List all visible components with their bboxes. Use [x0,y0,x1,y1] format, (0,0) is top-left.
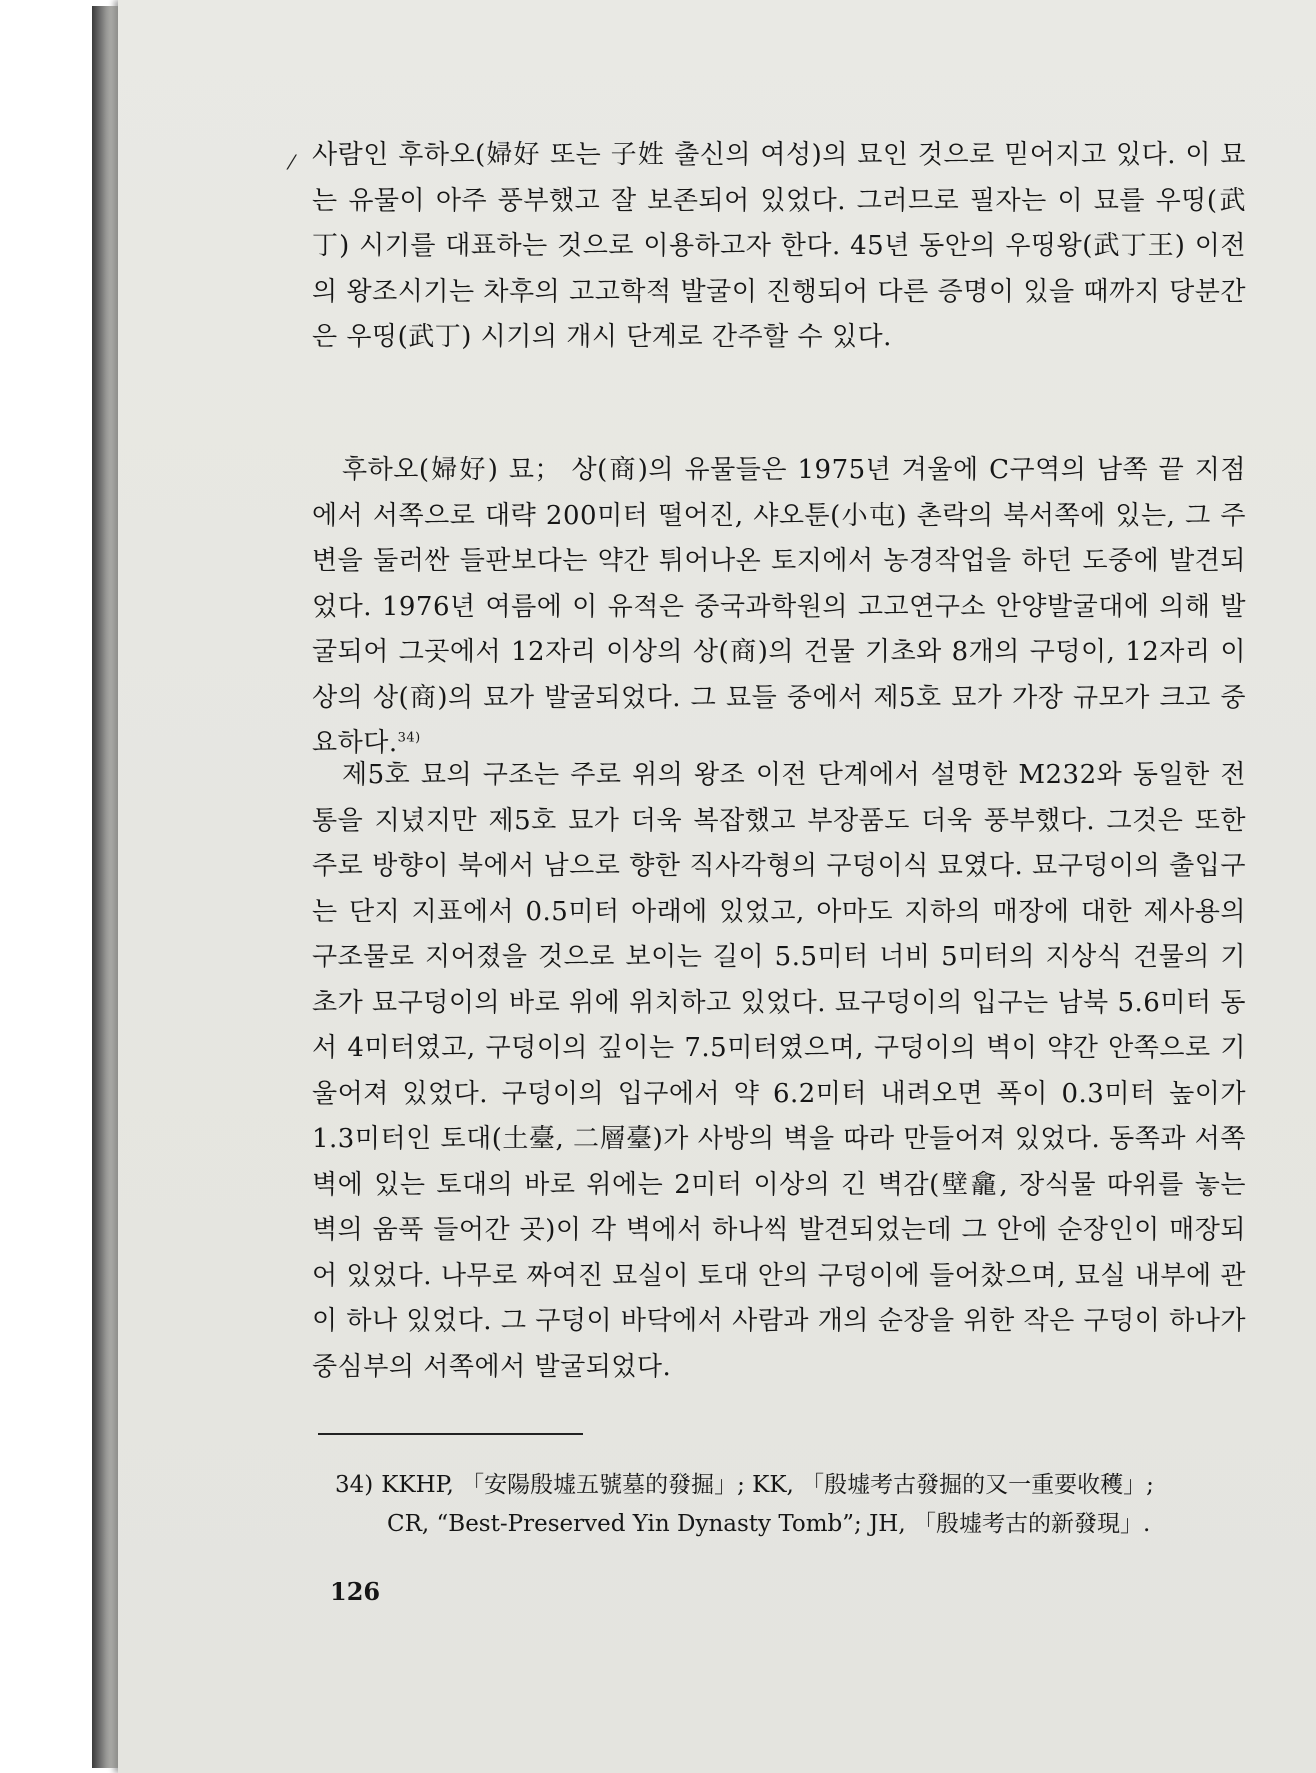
footnote-line-1: KKHP, 「安陽殷墟五號墓的發掘」; KK, 「殷墟考古發掘的又一重要收穫」; [381,1472,1154,1498]
footnote [335,1466,1255,1544]
footnote-line-2: CR, “Best-Preserved Yin Dynasty Tomb”; JH, 「殷墟考古的新發現」. [387,1511,1151,1537]
footnote-divider [318,1433,583,1435]
footnote-reference: 34) [397,730,421,746]
paragraph-2-text: 후하오(婦好) 묘； 상(商)의 유물들은 1975년 겨울에 C구역의 남쪽 끝 지점에서 서쪽으로 대략 200미터 떨어진, 샤오툰(小屯) 촌락의 북서쪽에 있는, 그 주변을 둘러싼 들판보다는 약간 튀어나온 토지에서 농경작업을 하던 도중에 발견되었다. 1976년 여름에 이 유적은 중국과학원의 고고연구소 안양발굴대에 의해 발굴되어 그곳에서 12자리 이상의 상(商)의 건물 기초와 8개의 구덩이, 12자리 이상의 상(商)의 묘가 발굴되었다. 그 묘들 중에서 제5호 묘가 가장 규모가 크고 중요하다. [312,455,1246,758]
paragraph-2 [312,448,1246,767]
page-number: 126 [330,1577,381,1606]
paragraph-3: 제5호 묘의 구조는 주로 위의 왕조 이전 단계에서 설명한 M232와 동일한 전통을 지녔지만 제5호 묘가 더욱 복잡했고 부장품도 더욱 풍부했다. 그것은 또한 주로 방향이 북에서 남으로 향한 직사각형의 구덩이식 묘였다. 묘구덩이의 출입구는 단지 지표에서 0.5미터 아래에 있었고, 아마도 지하의 매장에 대한 제사용의 구조물로 지어졌을 것으로 보이는 길이 5.5미터 너비 5미터의 지상식 건물의 기초가 묘구덩이의 바로 위에 위치하고 있었다. 묘구덩이의 입구는 남북 5.6미터 동서 4미터였고, 구덩이의 깊이는 7.5미터였으며, 구덩이의 벽이 약간 안쪽으로 기울어져 있었다. 구덩이의 입구에서 약 6.2미터 내려오면 폭이 0.3미터 높이가 1.3미터인 토대(土臺, 二層臺)가 사방의 벽을 따라 만들어져 있었다. 동쪽과 서쪽 벽에 있는 토대의 바로 위에는 2미터 이상의 긴 벽감(壁龕, 장식물 따위를 놓는 벽의 움푹 들어간 곳)이 각 벽에서 하나씩 발견되었는데 그 안에 순장인이 매장되어 있었다. 나무로 짜여진 묘실이 토대 안의 구덩이에 들어찼으며, 묘실 내부에 관이 하나 있었다. 그 구덩이 바닥에서 사람과 개의 순장을 위한 작은 구덩이 하나가 중심부의 서쪽에서 발굴되었다. [312,760,1246,1382]
margin-mark: ⁄ [290,150,294,174]
paragraph-1: 사람인 후하오(婦好 또는 子姓 출신의 여성)의 묘인 것으로 믿어지고 있다. 이 묘는 유물이 아주 풍부했고 잘 보존되어 있었다. 그러므로 필자는 이 묘를 우띵(武丁) 시기를 대표하는 것으로 이용하고자 한다. 45년 동안의 우띵왕(武丁王) 이전의 왕조시기는 차후의 고고학적 발굴이 진행되어 다른 증명이 있을 때까지 당분간은 우띵(武丁) 시기의 개시 단계로 간주할 수 있다. [312,140,1246,352]
footnote-number: 34) [335,1472,374,1498]
